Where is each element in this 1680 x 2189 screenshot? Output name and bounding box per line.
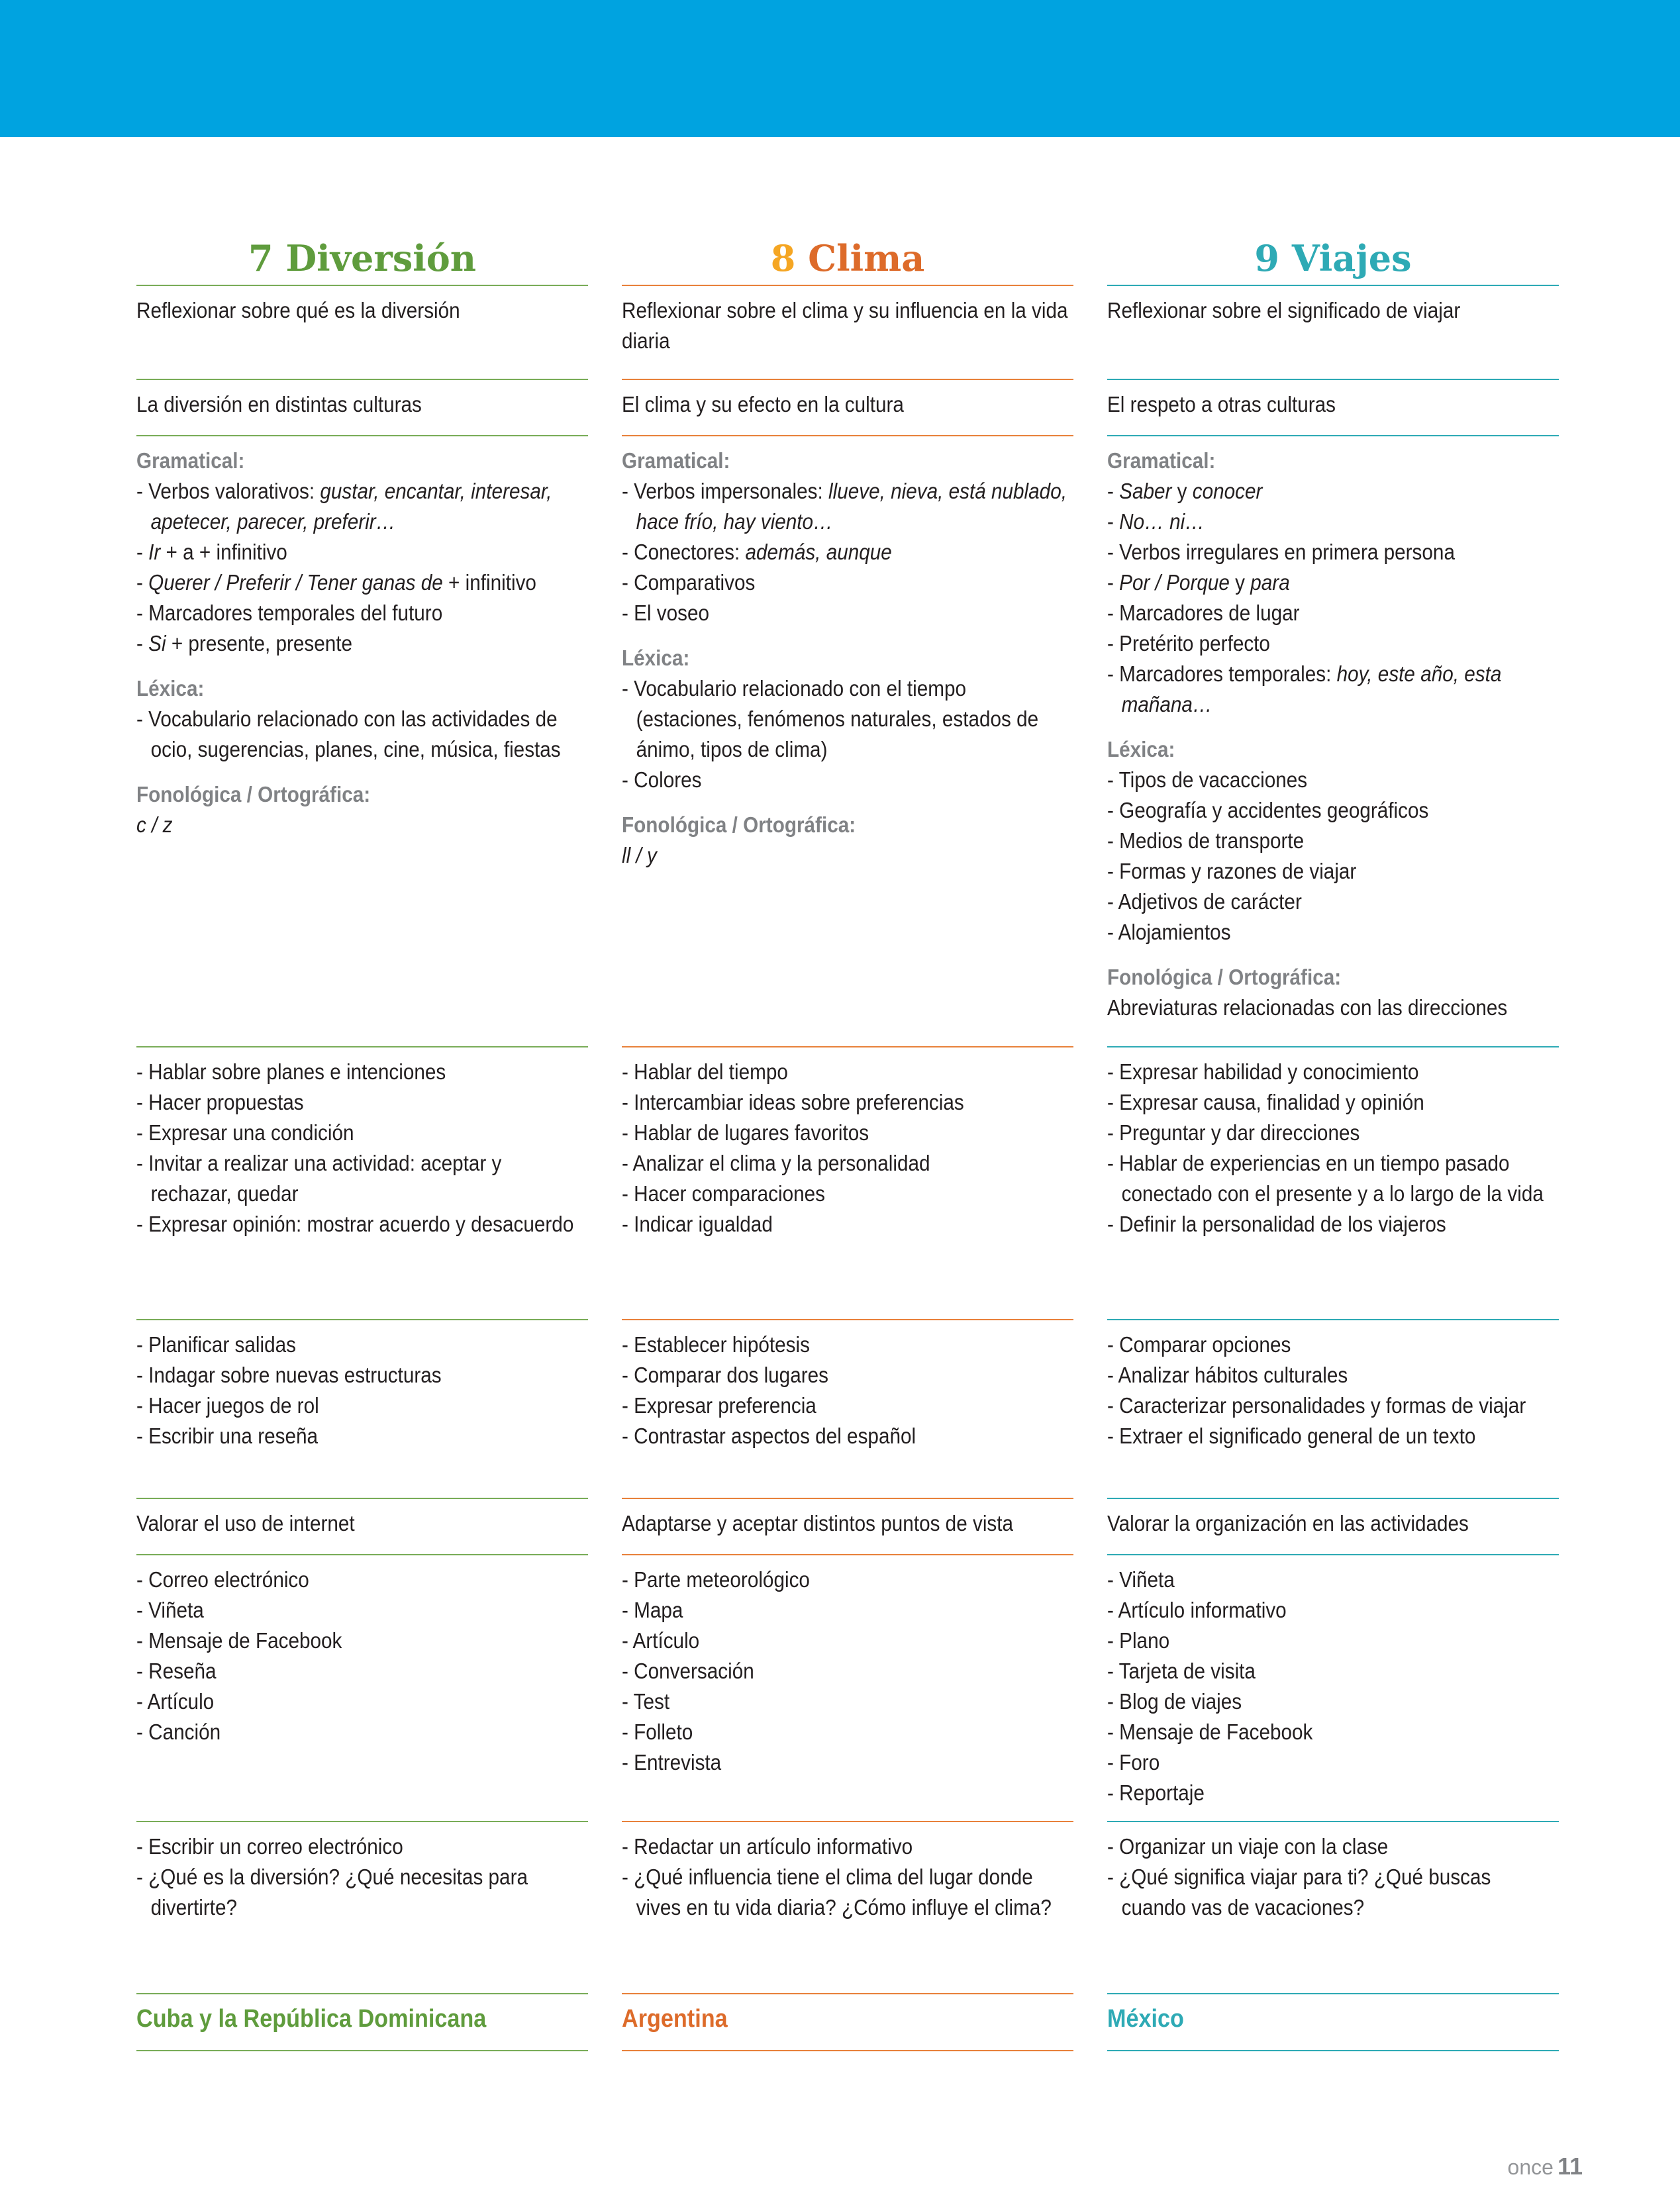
text-run: - Vocabulario relacionado con el tiempo (estaciones, fenómenos naturales, estados de ánimo, tipos de clima) [622, 676, 1039, 761]
objective-section [622, 285, 1073, 356]
strategies-list [1107, 1330, 1558, 1451]
fono-list [136, 810, 587, 840]
lexica-label: Léxica: [622, 646, 690, 670]
objective-text: Reflexionar sobre el significado de viajar [1107, 298, 1461, 322]
texts-list [136, 1565, 587, 1747]
list-item: - Blog de viajes [1107, 1689, 1242, 1714]
texts-section [136, 1554, 588, 1747]
list-item: - Hablar del tiempo [622, 1059, 788, 1084]
italic-run: para [1250, 570, 1290, 595]
culture-text: La diversión en distintas culturas [136, 392, 422, 416]
values-text: Valorar la organización en las actividades [1107, 1511, 1469, 1535]
list-item [1107, 993, 1558, 1023]
values-section [622, 1498, 1073, 1539]
fono-label: Fonológica / Ortográfica: [136, 782, 371, 806]
list-item: - Mensaje de Facebook [136, 1628, 342, 1653]
list-item: - Expresar causa, finalidad y opinión [1107, 1090, 1424, 1114]
list-item [136, 567, 587, 598]
tasks-section [136, 1821, 588, 1923]
text-run: - [136, 631, 149, 656]
fono-list [622, 840, 1073, 871]
list-item [622, 537, 1073, 567]
text-run: - El voseo [622, 601, 710, 625]
strategies-section [136, 1319, 588, 1451]
list-item: - Reseña [136, 1659, 217, 1683]
list-item: - Invitar a realizar una actividad: aceptar y rechazar, quedar [136, 1151, 502, 1206]
functions-list [622, 1057, 1073, 1240]
list-item [136, 704, 587, 765]
lexica-list [622, 673, 1073, 795]
text-run: + presente, presente [166, 631, 353, 656]
list-item: - Escribir una reseña [136, 1424, 319, 1448]
italic-run: Por / Porque [1119, 570, 1230, 595]
italic-run: No… ni… [1119, 509, 1205, 534]
list-item: - Hacer propuestas [136, 1090, 304, 1114]
country-section [1107, 1993, 1559, 2034]
list-item: - Hacer juegos de rol [136, 1393, 319, 1418]
list-item [136, 628, 587, 659]
country-section [622, 1993, 1073, 2034]
list-item: - Caracterizar personalidades y formas de viajar [1107, 1393, 1526, 1418]
objective-section [136, 285, 588, 326]
text-run: - Formas y razones de viajar [1107, 859, 1357, 883]
list-item: - Entrevista [622, 1750, 722, 1775]
texts-list [622, 1565, 1073, 1778]
text-run: - [1107, 479, 1120, 503]
list-item [622, 673, 1073, 765]
gramatical-list [136, 476, 587, 659]
text-run: - Comparativos [622, 570, 756, 595]
italic-run: c / z [136, 812, 173, 837]
italic-run: Querer / Preferir / Tener ganas de [148, 570, 443, 595]
italic-run: ll / y [622, 843, 657, 867]
fono-label: Fonológica / Ortográfica: [622, 812, 856, 837]
list-item: - Organizar un viaje con la clase [1107, 1834, 1389, 1859]
list-item: - Artículo [136, 1689, 215, 1714]
text-run: - Verbos valorativos: [136, 479, 321, 503]
text-run: - Geografía y accidentes geográficos [1107, 798, 1429, 822]
gramatical-label: Gramatical: [136, 448, 245, 473]
texts-list [1107, 1565, 1558, 1808]
culture-section [1107, 379, 1559, 420]
unit-name: Clima [808, 237, 925, 279]
strategies-section [622, 1319, 1073, 1451]
list-item: - Preguntar y dar direcciones [1107, 1120, 1360, 1145]
list-item: - Comparar opciones [1107, 1332, 1291, 1357]
list-item: - Hablar sobre planes e intenciones [136, 1059, 446, 1084]
list-item: - Test [622, 1689, 670, 1714]
page-number-value: 11 [1557, 2153, 1583, 2180]
text-run: - Tipos de vacacciones [1107, 767, 1308, 792]
lexica-label: Léxica: [136, 676, 205, 701]
bottom-rule [622, 2050, 1073, 2051]
text-run: - [1107, 570, 1120, 595]
text-run: - Alojamientos [1107, 920, 1231, 944]
list-item [622, 598, 1073, 628]
list-item [1107, 537, 1558, 567]
values-text: Valorar el uso de internet [136, 1511, 355, 1535]
content-section [622, 435, 1073, 871]
functions-list [136, 1057, 587, 1240]
list-item [136, 537, 587, 567]
list-item: - Mensaje de Facebook [1107, 1720, 1313, 1744]
list-item: - Foro [1107, 1750, 1160, 1775]
list-item: - Hacer comparaciones [622, 1181, 826, 1206]
list-item: - Expresar una condición [136, 1120, 354, 1145]
unit-title [136, 232, 588, 285]
list-item: - ¿Qué influencia tiene el clima del lugar donde vives en tu vida diaria? ¿Cómo influye el clima? [622, 1865, 1052, 1920]
list-item [1107, 476, 1558, 507]
text-run: - [1107, 509, 1120, 534]
text-run: y [1171, 479, 1193, 503]
list-item: - Reportaje [1107, 1780, 1205, 1805]
list-item: - Expresar preferencia [622, 1393, 816, 1418]
list-item [1107, 795, 1558, 826]
list-item: - Planificar salidas [136, 1332, 297, 1357]
text-run: - Marcadores temporales del futuro [136, 601, 443, 625]
values-section [1107, 1498, 1559, 1539]
tasks-section [1107, 1821, 1559, 1923]
list-item [1107, 567, 1558, 598]
country-name: Cuba y la República Dominicana [136, 2005, 487, 2033]
gramatical-list [622, 476, 1073, 628]
italic-run: conocer [1192, 479, 1263, 503]
text-run: Abreviaturas relacionadas con las direcciones [1107, 995, 1508, 1020]
text-run: - Marcadores temporales: [1107, 661, 1337, 686]
list-item: - Plano [1107, 1628, 1170, 1653]
italic-run: Si [148, 631, 166, 656]
italic-run: Saber [1119, 479, 1172, 503]
unit-column [622, 232, 1073, 2033]
functions-section [136, 1046, 588, 1240]
list-item: - Escribir un correo electrónico [136, 1834, 403, 1859]
list-item: - Expresar habilidad y conocimiento [1107, 1059, 1419, 1084]
list-item [1107, 628, 1558, 659]
list-item [622, 840, 1073, 871]
country-name: México [1107, 2005, 1184, 2033]
text-run: - Colores [622, 767, 702, 792]
unit-column [136, 232, 588, 2033]
list-item: - Analizar hábitos culturales [1107, 1363, 1348, 1387]
list-item [1107, 765, 1558, 795]
list-item [1107, 826, 1558, 856]
text-run: - Conectores: [622, 540, 746, 564]
list-item: - Viñeta [136, 1598, 204, 1622]
italic-run: llueve, nieva, está nublado, hace frío, hay viento… [636, 479, 1067, 534]
list-item: - Intercambiar ideas sobre preferencias [622, 1090, 964, 1114]
objective-text: Reflexionar sobre qué es la diversión [136, 298, 460, 322]
list-item: - Parte meteorológico [622, 1567, 810, 1592]
objective-text: Reflexionar sobre el clima y su influencia en la vida diaria [622, 298, 1068, 353]
list-item [622, 765, 1073, 795]
list-item [1107, 659, 1558, 720]
italic-run: Ir [148, 540, 161, 564]
list-item: - Artículo informativo [1107, 1598, 1287, 1622]
gramatical-label: Gramatical: [622, 448, 730, 473]
culture-text: El respeto a otras culturas [1107, 392, 1336, 416]
list-item [622, 476, 1073, 537]
list-item: - Analizar el clima y la personalidad [622, 1151, 930, 1175]
list-item [136, 810, 587, 840]
list-item: - Folleto [622, 1720, 693, 1744]
content-section [136, 435, 588, 840]
list-item: - Contrastar aspectos del español [622, 1424, 916, 1448]
functions-section [1107, 1046, 1559, 1240]
list-item: - Establecer hipótesis [622, 1332, 810, 1357]
culture-section [622, 379, 1073, 420]
list-item: - ¿Qué es la diversión? ¿Qué necesitas para divertirte? [136, 1865, 528, 1920]
list-item [1107, 887, 1558, 917]
gramatical-list [1107, 476, 1558, 720]
texts-section [622, 1554, 1073, 1778]
strategies-list [136, 1330, 587, 1451]
list-item: - Artículo [622, 1628, 700, 1653]
italic-run: hoy, este año, esta mañana… [1121, 661, 1502, 716]
text-run: - Vocabulario relacionado con las actividades de ocio, sugerencias, planes, cine, música, fiestas [136, 706, 561, 761]
text-run: - Verbos impersonales: [622, 479, 829, 503]
list-item: - Comparar dos lugares [622, 1363, 828, 1387]
strategies-list [622, 1330, 1073, 1451]
gramatical-label: Gramatical: [1107, 448, 1216, 473]
list-item: - Hablar de experiencias en un tiempo pasado conectado con el presente y a lo largo de la vida [1107, 1151, 1544, 1206]
list-item: - Conversación [622, 1659, 754, 1683]
list-item [1107, 856, 1558, 887]
tasks-section [622, 1821, 1073, 1923]
text-run: + a + infinitivo [160, 540, 287, 564]
unit-number: 9 [1254, 237, 1279, 279]
list-item: - Tarjeta de visita [1107, 1659, 1256, 1683]
unit-title [1107, 232, 1559, 285]
bottom-rule [136, 2050, 588, 2051]
unit-name: Diversión [285, 237, 477, 279]
list-item: - Redactar un artículo informativo [622, 1834, 913, 1859]
list-item: - Indicar igualdad [622, 1212, 773, 1236]
list-item [136, 476, 587, 537]
text-run: + infinitivo [442, 570, 536, 595]
fono-list [1107, 993, 1558, 1023]
unit-title [622, 232, 1073, 285]
unit-name: Viajes [1291, 237, 1412, 279]
lexica-label: Léxica: [1107, 737, 1175, 761]
text-run: - [136, 540, 149, 564]
italic-run: gustar, encantar, interesar, apetecer, parecer, preferir… [150, 479, 552, 534]
text-run: y [1229, 570, 1251, 595]
unit-number: 7 [248, 237, 273, 279]
italic-run: además, aunque [745, 540, 892, 564]
lexica-list [136, 704, 587, 765]
texts-section [1107, 1554, 1559, 1808]
strategies-section [1107, 1319, 1559, 1451]
list-item [1107, 917, 1558, 948]
values-text: Adaptarse y aceptar distintos puntos de vista [622, 1511, 1014, 1535]
unit-number: 8 [770, 237, 796, 279]
list-item: - Extraer el significado general de un texto [1107, 1424, 1476, 1448]
list-item [1107, 507, 1558, 537]
text-run: - Pretérito perfecto [1107, 631, 1270, 656]
fono-label: Fonológica / Ortográfica: [1107, 965, 1342, 989]
culture-text: El clima y su efecto en la cultura [622, 392, 904, 416]
top-color-band [0, 0, 1680, 137]
unit-column [1107, 232, 1559, 2033]
lexica-list [1107, 765, 1558, 948]
tasks-list [136, 1831, 587, 1923]
tasks-list [622, 1831, 1073, 1923]
list-item: - Definir la personalidad de los viajeros [1107, 1212, 1446, 1236]
list-item: - Canción [136, 1720, 221, 1744]
list-item: - Hablar de lugares favoritos [622, 1120, 869, 1145]
text-run: - Adjetivos de carácter [1107, 889, 1302, 914]
text-run: - Medios de transporte [1107, 828, 1305, 853]
page-number [1508, 2152, 1583, 2181]
text-run: - Marcadores de lugar [1107, 601, 1300, 625]
list-item: - Mapa [622, 1598, 683, 1622]
country-name: Argentina [622, 2005, 728, 2033]
values-section [136, 1498, 588, 1539]
page-label: once [1507, 2155, 1554, 2179]
text-run: - [136, 570, 149, 595]
list-item: - Correo electrónico [136, 1567, 309, 1592]
bottom-rule [1107, 2050, 1559, 2051]
functions-section [622, 1046, 1073, 1240]
list-item: - Indagar sobre nuevas estructuras [136, 1363, 442, 1387]
list-item [1107, 598, 1558, 628]
functions-list [1107, 1057, 1558, 1240]
list-item [136, 598, 587, 628]
list-item: - Viñeta [1107, 1567, 1175, 1592]
list-item: - ¿Qué significa viajar para ti? ¿Qué buscas cuando vas de vacaciones? [1107, 1865, 1491, 1920]
content-section [1107, 435, 1559, 1023]
objective-section [1107, 285, 1559, 326]
text-run: - Verbos irregulares en primera persona [1107, 540, 1455, 564]
country-section [136, 1993, 588, 2034]
list-item: - Expresar opinión: mostrar acuerdo y desacuerdo [136, 1212, 574, 1236]
culture-section [136, 379, 588, 420]
tasks-list [1107, 1831, 1558, 1923]
list-item [622, 567, 1073, 598]
